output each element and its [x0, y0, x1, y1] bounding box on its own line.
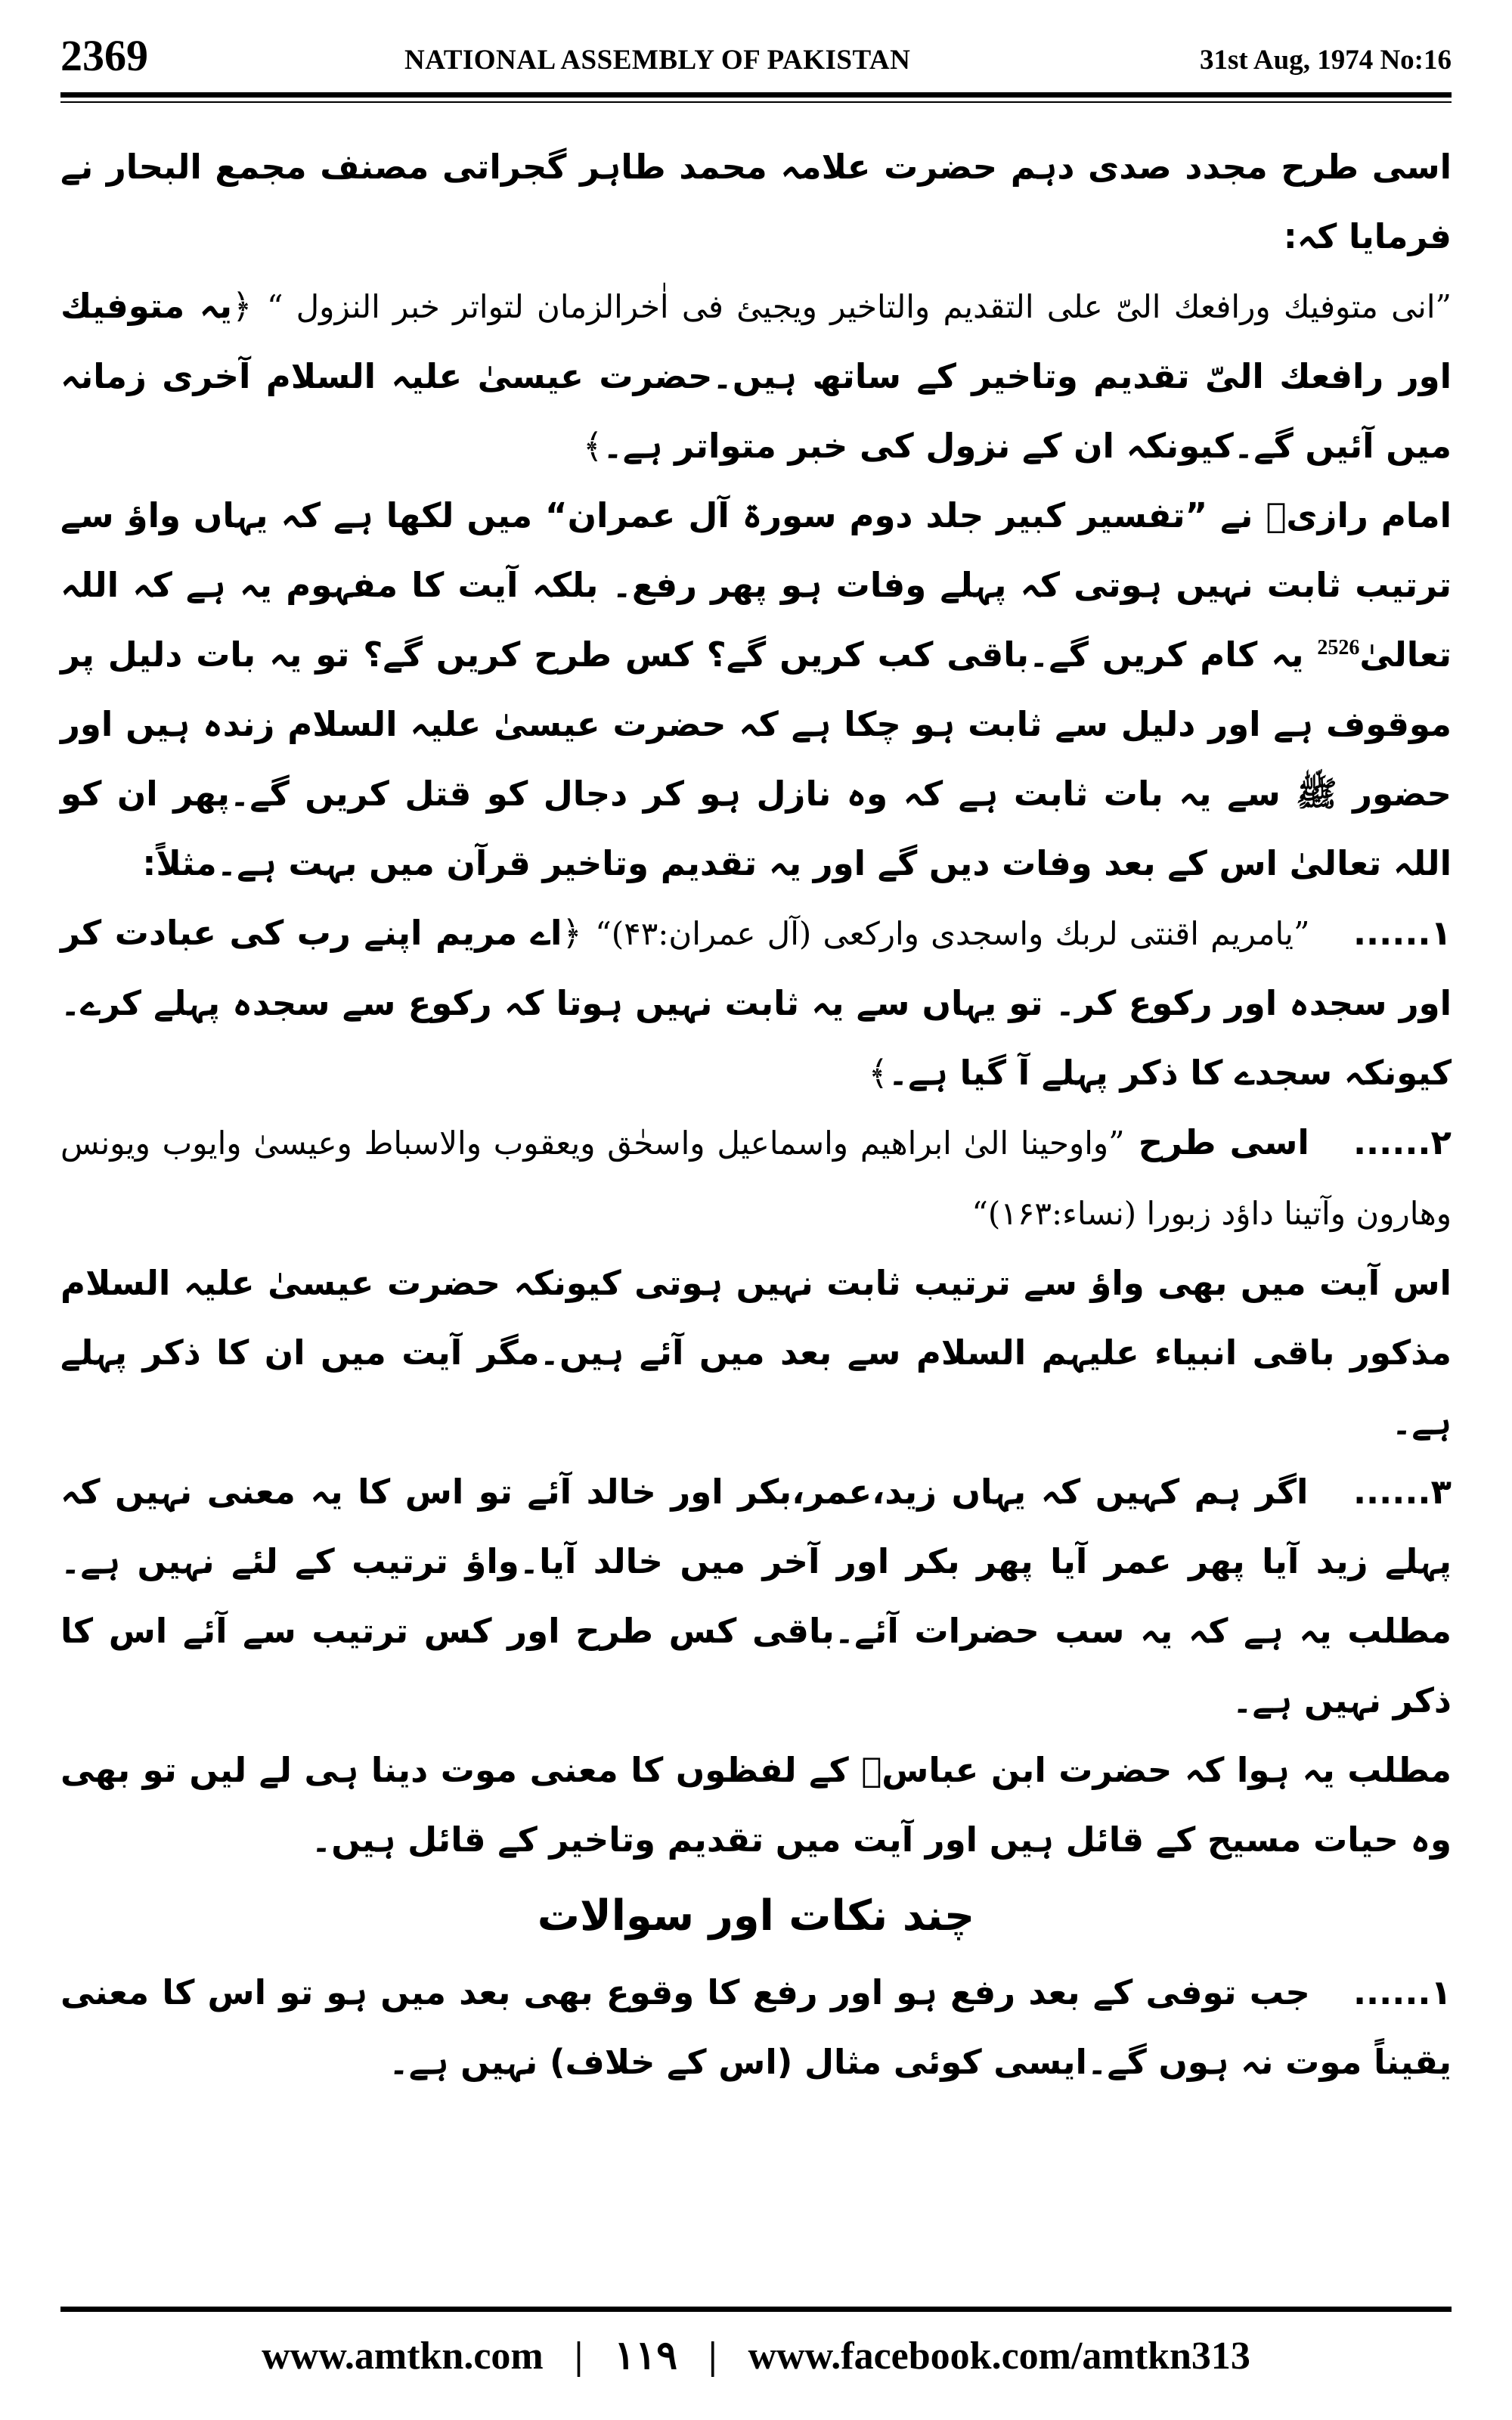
page-number: 2369 — [60, 31, 148, 80]
item-explanation: اس آیت میں بھی واؤ سے ترتیب ثابت نہیں ہوتی کیونکہ حضرت عیسیٰ علیہ السلام مذکور باقی انبیاء علیہم السلام سے بعد میں آئے ہیں۔مگر آیت میں ان کا ذکر پہلے ہے۔ — [60, 1263, 1452, 1442]
facebook-link[interactable]: www.facebook.com/amtkn313 — [748, 2335, 1250, 2378]
publication-title: NATIONAL ASSEMBLY OF PAKISTAN — [404, 45, 911, 76]
footer-separator: | — [708, 2335, 717, 2378]
ornament-close: ﴾ — [868, 1053, 888, 1093]
footer-separator: | — [574, 2335, 584, 2378]
document-body — [60, 132, 1452, 2250]
list-item — [60, 1958, 1452, 2097]
item-arabic: ”یامریم اقنتی لربك واسجدی وارکعی (آل عمران:۴۳)“ — [595, 915, 1310, 952]
quote-paragraph — [60, 271, 1452, 481]
razi-text-part-2: یہ کام کریں گے۔باقی کب کریں گے؟ کس طرح کریں گے؟ تو یہ بات دلیل پر موقوف ہے اور دلیل سے ثابت ہو چکا ہے کہ حضرت عیسیٰ علیہ السلام زندہ ہیں اور حضور ﷺ سے یہ بات ثابت ہے کہ وہ نازل ہو کر دجال کو قتل کریں گے۔پھر ان کو اللہ تعالیٰ اس کے بعد وفات دیں گے اور یہ تقدیم وتاخیر قرآن میں بہت ہے۔مثلاً: — [60, 634, 1452, 883]
list-item — [60, 898, 1452, 1108]
footer-rule — [60, 2307, 1452, 2312]
item-number: ۳...... — [1352, 1472, 1452, 1512]
quote-translation: یہ متوفیك اور رافعك الیّ تقدیم وتاخیر کے ساتھ ہیں۔حضرت عیسیٰ علیہ السلام آخری زمانہ میں آئیں گے۔کیونکہ ان کے نزول کی خبر متواتر ہے۔ — [60, 286, 1452, 466]
item-arabic: ”واوحینا الیٰ ابراھیم واسماعیل واسحٰق ویعقوب والاسباط وعیسیٰ وایوب ویونس وھارون وآتینا داؤد زبورا (نساء:۱۶۳)“ — [60, 1125, 1452, 1232]
list-item — [60, 1457, 1452, 1736]
razi-paragraph — [60, 481, 1452, 898]
item-number: ۱...... — [1352, 1972, 1452, 2012]
conclusion-paragraph: مطلب یہ ہوا کہ حضرت ابن عباسؓ کے لفظوں کا معنی موت دینا ہی لے لیں تو بھی وہ حیات مسیح کے قائل ہیں اور آیت میں تقدیم وتاخیر کے قائل ہیں۔ — [60, 1750, 1452, 1860]
item-number: ۱...... — [1352, 913, 1452, 953]
ornament-open: ﴿ — [232, 286, 253, 326]
razi-text-part-1: امام رازیؒ نے ”تفسیر کبیر جلد دوم سورۃ آل عمران“ میں لکھا ہے کہ یہاں واؤ سے ترتیب ثابت نہیں ہوتی کہ پہلے وفات ہو پھر رفع۔ بلکہ آیت کا مفہوم یہ ہے کہ اللہ تعالیٰ — [60, 495, 1452, 675]
intro-paragraph: اسی طرح مجدد صدی دہم حضرت علامہ محمد طاہر گجراتی مصنف مجمع البحار نے فرمایا کہ: — [60, 147, 1452, 256]
reference-mark: 2526 — [1317, 636, 1360, 659]
page-footer — [60, 2333, 1452, 2386]
book-page-number: ۱۱۹ — [614, 2335, 678, 2378]
ornament-close: ﴾ — [582, 426, 603, 466]
section-heading: چند نکات اور سوالات — [537, 1891, 975, 1941]
header-rule-thin — [60, 101, 1452, 103]
item-text: اگر ہم کہیں کہ یہاں زید،عمر،بکر اور خالد آئے تو اس کا یہ معنی نہیں کہ پہلے زید آیا پھر عمر آیا پھر بکر اور آخر میں خالد آیا۔واؤ ترتیب کے لئے نہیں ہے۔مطلب یہ ہے کہ یہ سب حضرات آئے۔باقی کس طرح اور کس ترتیب سے آئے اس کا ذکر نہیں ہے۔ — [60, 1472, 1452, 1720]
item-number: ۲...... — [1352, 1122, 1452, 1162]
website-link[interactable]: www.amtkn.com — [262, 2335, 544, 2378]
item-lead: اسی طرح — [1138, 1122, 1309, 1162]
arabic-quote: ”انی متوفیك ورافعك الیّ علی التقدیم والتاخیر ویجیئ فی اٰخرالزمان لتواتر خبر النزول “ — [266, 288, 1452, 325]
list-item — [60, 1108, 1452, 1249]
item-text: جب توفی کے بعد رفع ہو اور رفع کا وقوع بھی بعد میں ہو تو اس کا معنی یقیناً موت نہ ہوں گے۔ایسی کوئی مثال (اس کے خلاف) نہیں ہے۔ — [60, 1972, 1452, 2082]
item-text: اے مریم اپنے رب کی عبادت کر اور سجدہ اور رکوع کر۔ تو یہاں سے یہ ثابت نہیں ہوتا کہ رکوع سے سجدہ پہلے کرے۔کیونکہ سجدے کا ذکر پہلے آ گیا ہے۔ — [60, 913, 1452, 1093]
ornament-open: ﴿ — [562, 913, 582, 953]
session-date: 31st Aug, 1974 No:16 — [1199, 45, 1452, 76]
page-header — [60, 30, 1452, 91]
header-rule-thick — [60, 92, 1452, 98]
